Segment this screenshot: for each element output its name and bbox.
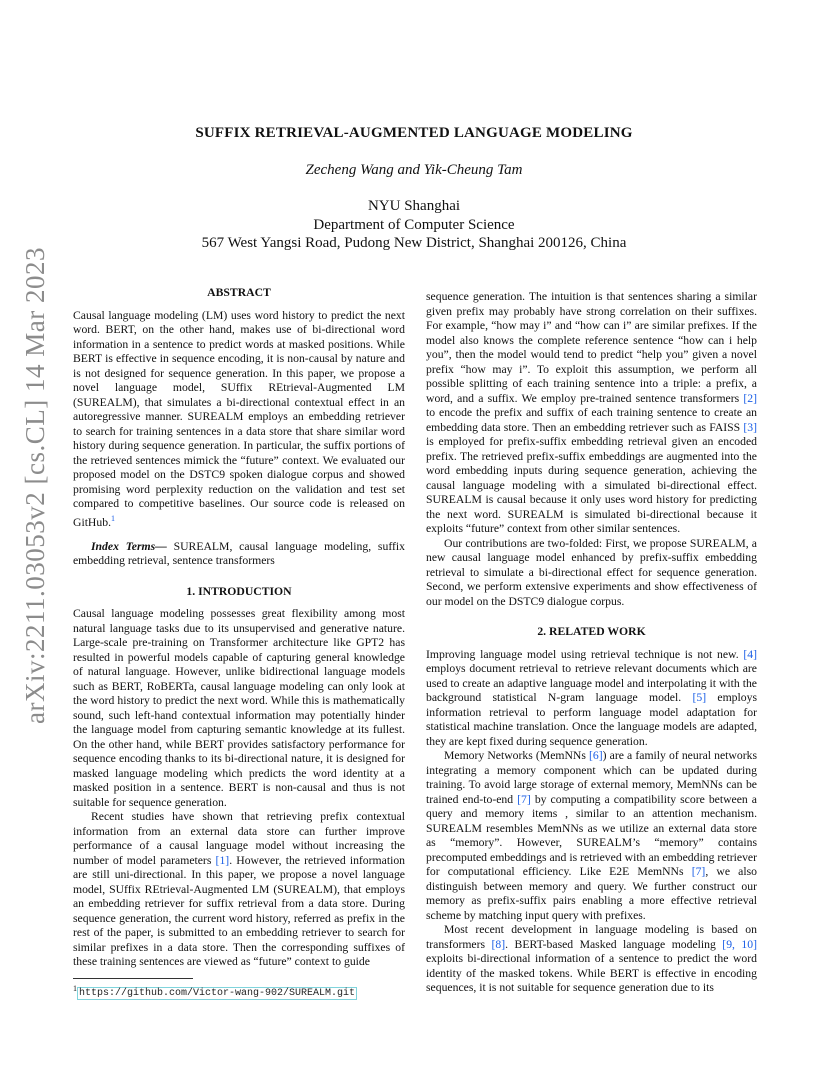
footnote-rule <box>73 978 193 979</box>
affiliation-line-1: NYU Shanghai <box>367 198 461 214</box>
related-paragraph-3: Most recent development in language modeling is based on transformers [8]. BERT-based Masked language modeling [9, 10] exploits bi-directional information of a sentence to predict the word identity of the masked tokens. While BERT is effective in encoding sequences, it is not suitable for sequence generation due to its <box>426 923 757 994</box>
paper-title: SUFFIX RETRIEVAL-AUGMENTED LANGUAGE MODELING <box>195 125 633 141</box>
affiliation-line-3: 567 West Yangsi Road, Pudong New District, Shanghai 200126, China <box>201 235 627 251</box>
footnote-mark[interactable]: 1 <box>110 513 115 523</box>
affiliation <box>100 197 728 253</box>
footnote: $^1$ https://github.com/Victor-wang-902/SUREALM.git <box>73 983 356 1000</box>
abstract-text: Causal language modeling (LM) uses word history to predict the next word. BERT, on the other hand, makes use of bi-directional word information in a sentence to predict words at masked positions. While BERT is effective in sequence encoding, it is non-causal by nature and is not designed for sequence generation. In this paper, we propose a novel language model, SUffix REtrieval-Augmented LM (SUREALM), that simulates a bi-directional contextual effect in an autoregressive manner. SUREALM employs an embedding retriever to search for training sentences in a data store that share similar word history during sequence generation. In particular, the suffix portions of the retrieved sentences mimick the “future” context. We evaluated our proposed model on the DSTC9 spoken dialogue corpus and showed promising word perplexity reduction on the validation and test set compared to competitive baselines. Our source code is released on GitHub.$^1$ <box>73 308 405 529</box>
intro-paragraph-1: Causal language modeling possesses great flexibility among most natural language tasks due to its unsupervised and generative nature. Large-scale pre-training on Transformer architecture like GPT2 has resulted in powerful models capable of capturing general knowledge of natural language. However, unlike bidirectional language models such as BERT, RoBERTa, causal language modeling can only look at the word history to predict the next word. While this is mathematically sound, such left-hand contextual information may potentially hinder the language model from capturing semantic knowledge at its fullest. On the other hand, while BERT provides satisfactory performance for sequence encoding thanks to its bi-directional nature, it is designed for masked language modeling which predicts the word identity at a masked position in a sentence. BERT is non-causal and thus is not suitable for sequence generation. <box>73 607 405 809</box>
github-link[interactable]: https://github.com/Victor-wang-902/SUREALM.git <box>79 988 356 1000</box>
arxiv-stamp <box>10 246 60 724</box>
intro-paragraph-3: sequence generation. The intuition is that sentences sharing a similar given prefix may probably have strong correlation on their suffixes. For example, “how may i” and “how can i” are similar prefixes. If the model also knows the complete reference sentence “how can i help you”, then the model would tend to predict “help you” given a novel prefix “how may i”. To exploit this assumption, we perform all possible splitting of each training sentence into a triple: a prefix, a word, and a suffix. We employ pre-trained sentence transformers [2] to encode the prefix and suffix of each training sentence to create an embedding data store. Then an embedding retriever such as FAISS [3] is employed for prefix-suffix embedding retrieval given an encoded prefix. The retrieved prefix-suffix embeddings are augmented into the word embedding inputs during sequence generation, achieving the causal language modeling with a simulated bi-directional effect. SUREALM is causal because it only uses word history for predicting the next word. SUREALM is simulated bi-directional because it exploits “future” context from other similar sentences. <box>426 290 757 535</box>
related-heading: 2. RELATED WORK <box>537 625 646 638</box>
intro-paragraph-4: Our contributions are two-folded: First, we propose SUREALM, a new causal language model enhanced by prefix-suffix embedding retrieval to simulate a bi-directional effect for sequence generation. Second, we perform extensive experiments and show effectiveness of our model on the DSTC9 dialogue corpus. <box>426 536 757 608</box>
citation[interactable]: [9, 10] <box>722 937 757 951</box>
related-paragraph-1: Improving language model using retrieval technique is not new. [4] employs document retrieval to retrieve relevant documents which are used to create an adaptive language model and interpolating it with the background statistical N-gram language model. [5] employs information retrieval to perform language model adaptation for statistical machine translation. Once the language models are adapted, they are kept fixed during sequence generation. <box>426 647 757 748</box>
keywords: Index Terms— SUREALM, causal language modeling, suffix embedding retrieval, sentence transformers <box>73 539 405 568</box>
citation[interactable]: [7] <box>517 792 531 806</box>
abstract-heading: ABSTRACT <box>207 286 271 299</box>
citation[interactable]: [4] <box>743 647 757 661</box>
intro-paragraph-2: Recent studies have shown that retrieving prefix contextual information from an external data store can further improve performance of a causal language model without increasing the number of model parameters [1]. However, the retrieved information are still uni-directional. In this paper, we propose a novel language model, SUffix REtrieval-Augmented LM (SUREALM), that employs an embedding retriever for suffix retrieval from a data store. During sequence generation, the current word history, referred as prefix in the rest of the paper, is submitted to an embedding retriever to search for similar prefixes in a data store. Then the corresponding suffixes of these training sentences are viewed as “future” context to guide <box>73 810 406 969</box>
left-column <box>73 286 405 1000</box>
citation[interactable]: [2] <box>743 391 757 405</box>
paper-authors: Zecheng Wang and Yik-Cheung Tam <box>305 162 523 178</box>
citation[interactable]: [1] <box>215 853 230 867</box>
citation[interactable]: [7] <box>691 865 706 878</box>
citation[interactable]: [5] <box>692 691 707 704</box>
citation[interactable]: [6] <box>589 749 603 762</box>
citation[interactable]: [3] <box>743 420 757 434</box>
affiliation-line-2: Department of Computer Science <box>313 216 515 233</box>
related-paragraph-2: Memory Networks (MemNNs [6]) are a family of neural networks integrating a memory component which can be updated during training. To avoid large storage of external memory, MemNNs can be trained end-to-end [7] by computing a compatibility score between a query and memory items , similar to an attention mechanism. SUREALM resembles MemNNs as we utilize an external data store as “memory”. However, SUREALM’s “memory” contains precomputed embeddings and is retrieved with an embedding retriever for computational efficiency. Like E2E MemNNs [7], we also distinguish between memory and query. We further construct our memory as prefix-suffix pairs enabling a more effective retrieval scheme by matching input query with prefixes. <box>426 749 757 922</box>
citation[interactable]: [8] <box>491 937 506 951</box>
right-column <box>426 290 757 996</box>
arxiv-id: arXiv:2211.03053v2 [cs.CL] 14 Mar 2023 <box>19 246 50 724</box>
keywords-label: Index Terms— <box>91 539 167 553</box>
intro-heading: 1. INTRODUCTION <box>186 584 292 598</box>
